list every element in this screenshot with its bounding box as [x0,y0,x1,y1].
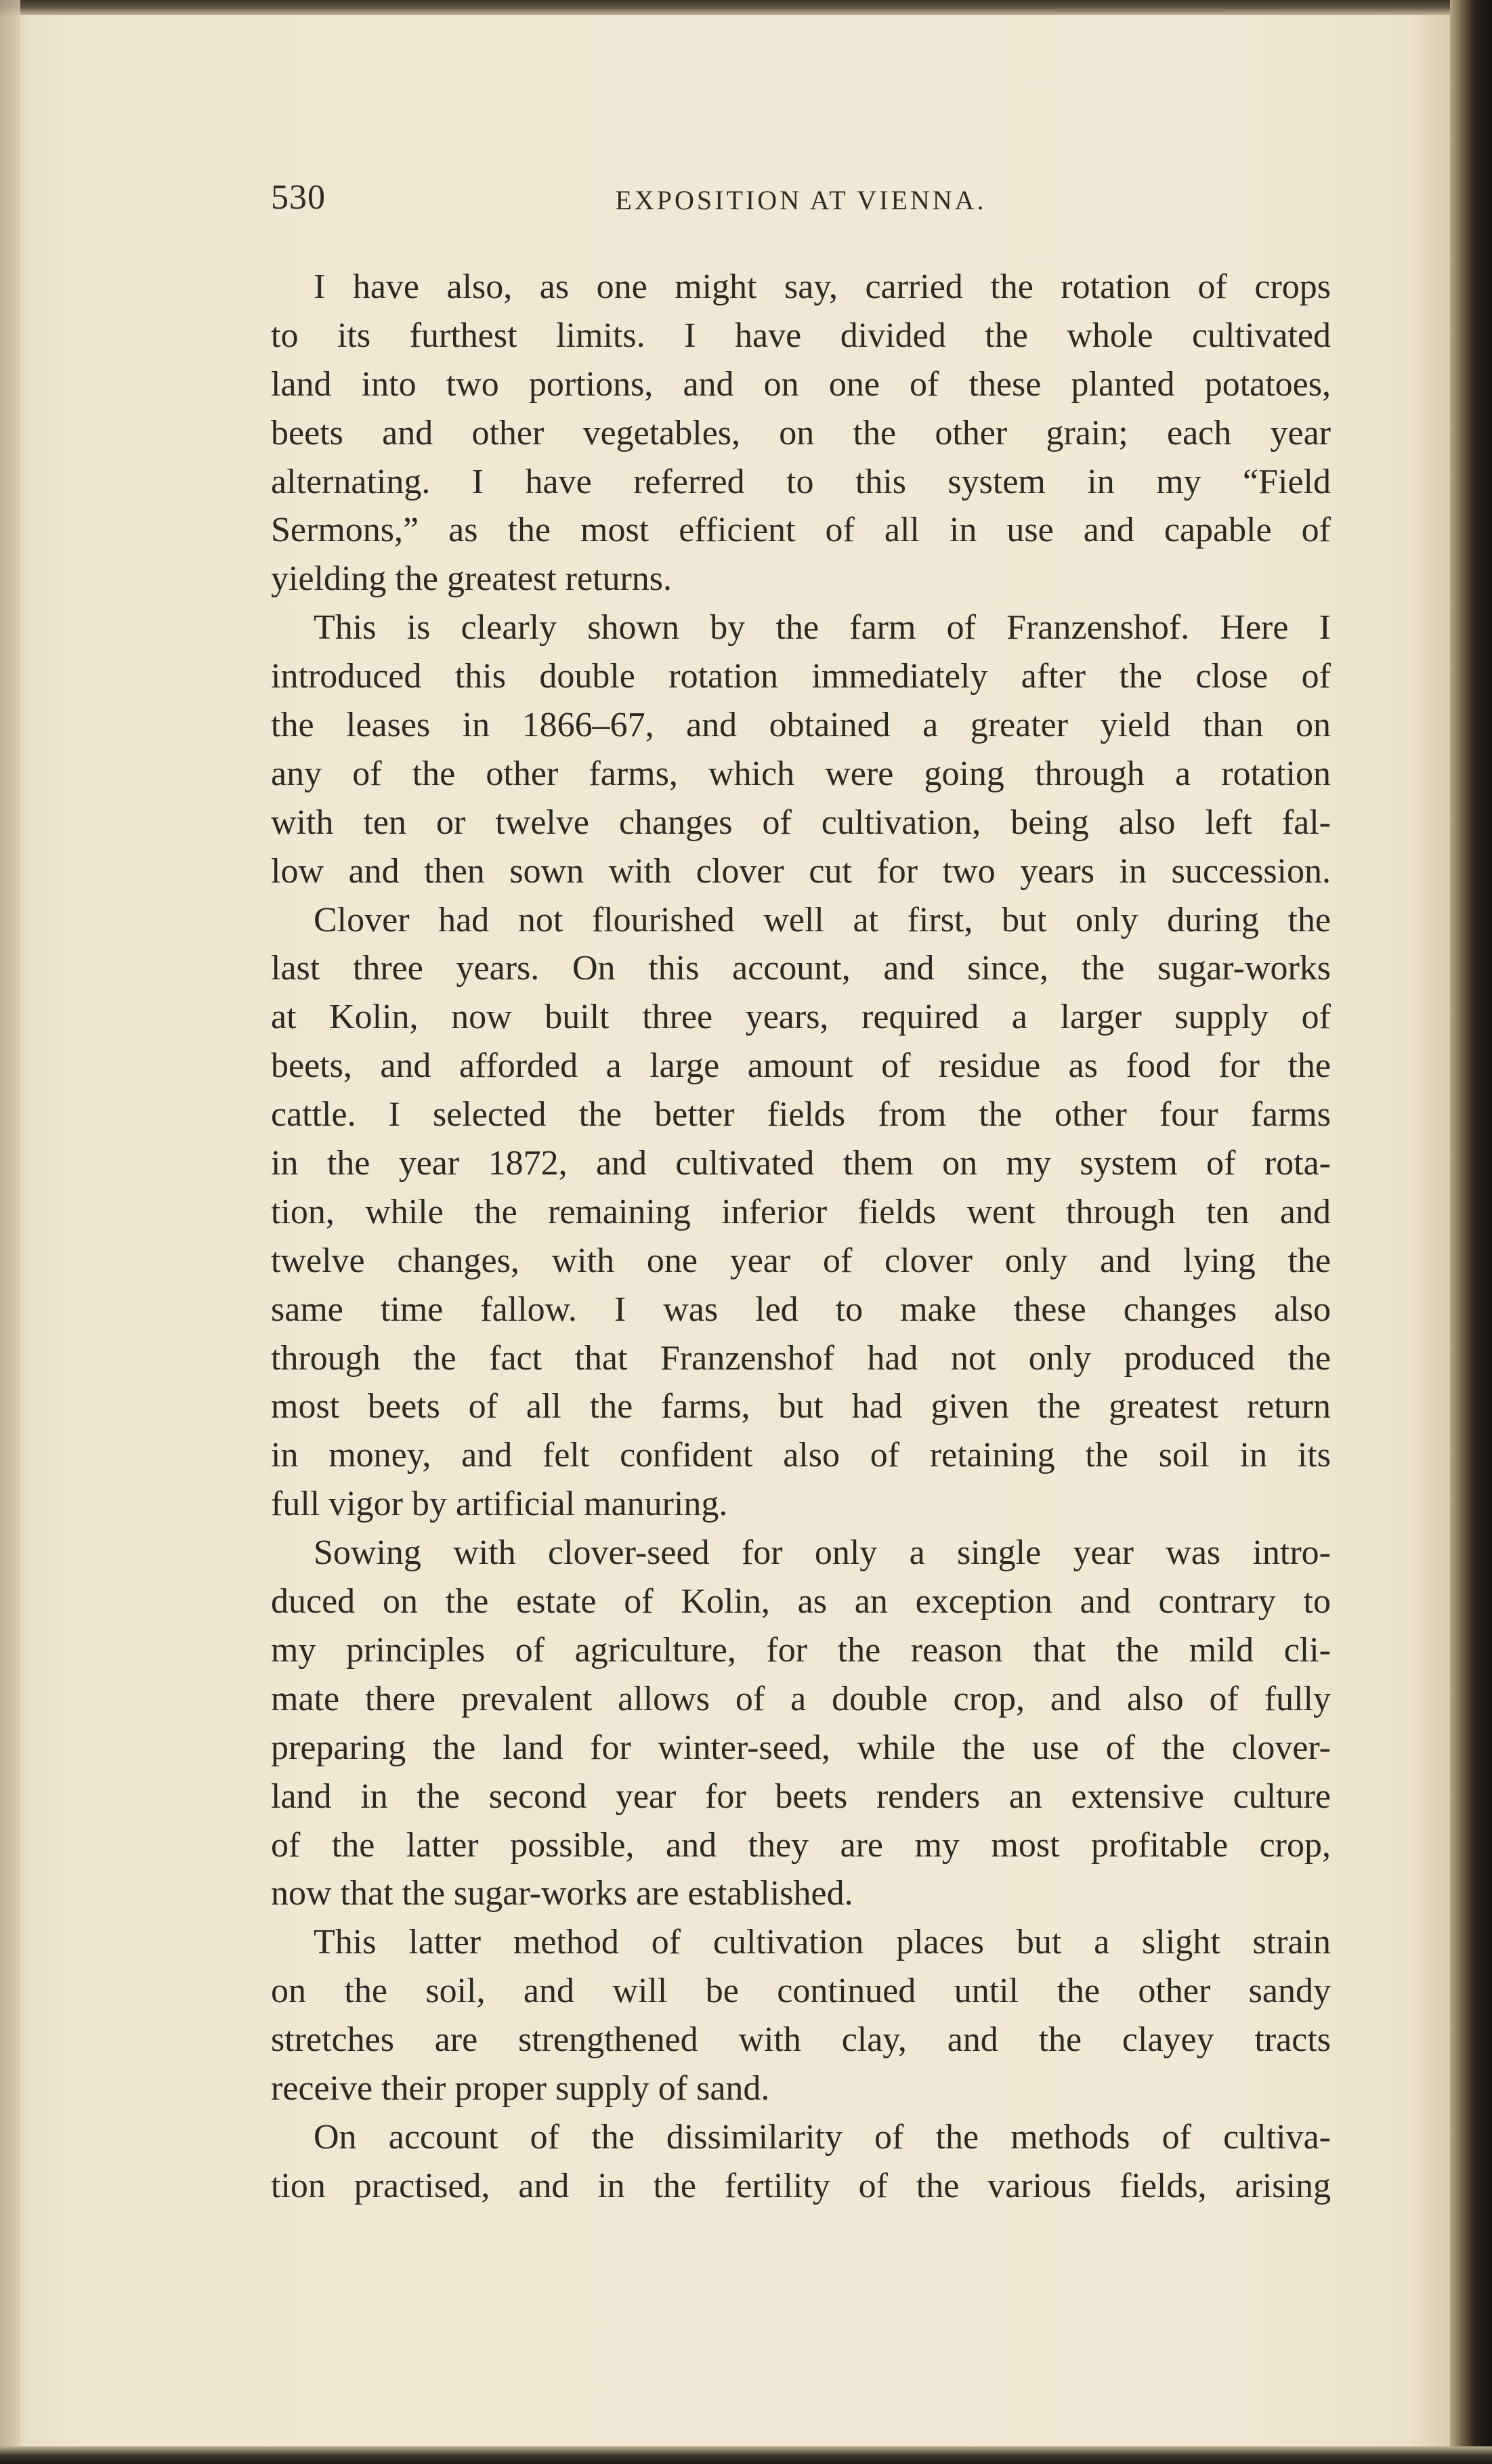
page-header [271,177,1331,225]
page-number: 530 [271,178,326,217]
text-line: Sermons,” as the most efficient of all in use and capable of [271,511,1331,550]
text-line: my principles of agriculture, for the reason that the mild cli- [271,1630,1331,1670]
text-line: at Kolin, now built three years, required a larger supply of [271,998,1331,1037]
text-line: This latter method of cultivation places but a slight strain [314,1923,1331,1962]
text-line: twelve changes, with one year of clover only and lying the [271,1241,1331,1280]
text-line: through the fact that Franzenshof had not only produced the [271,1338,1331,1378]
text-line: preparing the land for winter-seed, while the use of the clover- [271,1728,1331,1767]
text-line: land in the second year for beets renders an extensive culture [271,1777,1331,1816]
text-line: any of the other farms, which were going through a rotation [271,754,1331,793]
running-head: EXPOSITION AT VIENNA. [615,185,987,215]
body-text [271,263,1331,2211]
text-line: beets and other vegetables, on the other grain; each year [271,413,1331,452]
text-line: on the soil, and will be continued until the other sandy [271,1972,1331,2011]
text-line: introduced this double rotation immediately after the close of [271,657,1331,696]
text-line: alternating. I have referred to this system in my “Field [271,462,1331,501]
text-line: mate there prevalent allows of a double crop, and also of fully [271,1679,1331,1718]
text-line: now that the sugar-works are established. [271,1874,853,1913]
text-line: in the year 1872, and cultivated them on my system of rota- [271,1144,1331,1183]
text-line: On account of the dissimilarity of the methods of cultiva- [314,2117,1331,2157]
text-line: tion practised, and in the fertility of the various fields, arising [271,2166,1331,2205]
text-line: tion, while the remaining inferior fields went through ten and [271,1192,1331,1231]
text-line: same time fallow. I was led to make these changes also [271,1290,1331,1329]
text-line: of the latter possible, and they are my most profitable crop, [271,1825,1331,1865]
text-line: beets, and afforded a large amount of residue as food for the [271,1046,1331,1086]
text-line: cattle. I selected the better fields from the other four farms [271,1095,1331,1134]
text-line: the leases in 1866–67, and obtained a greater yield than on [271,706,1331,745]
text-line: yielding the greatest returns. [271,559,673,599]
text-line: in money, and felt confident also of retaining the soil in its [271,1436,1331,1475]
text-line: receive their proper supply of sand. [271,2068,770,2108]
page-gutter-shadow [0,0,20,2464]
book-fore-edge [1450,0,1492,2464]
text-line: I have also, as one might say, carried the rotation of crops [314,268,1331,306]
text-line: Clover had not flourished well at first, but only during the [314,900,1331,939]
text-line: full vigor by artificial manuring. [271,1485,728,1524]
text-line: duced on the estate of Kolin, as an exception and contrary to [271,1582,1331,1621]
text-line: This is clearly shown by the farm of Franzenshof. Here I [314,608,1331,647]
text-line: to its furthest limits. I have divided the whole cultivated [271,316,1331,355]
text-line: low and then sown with clover cut for two years in succession. [271,851,1331,891]
text-line: with ten or twelve changes of cultivation, being also left fal- [271,803,1331,842]
text-line: land into two portions, and on one of these planted potatoes, [271,364,1331,404]
text-line: most beets of all the farms, but had given the greatest return [271,1387,1331,1426]
page-bottom-edge [0,2446,1492,2464]
text-line: stretches are strengthened with clay, and the clayey tracts [271,2020,1331,2060]
text-line: last three years. On this account, and since, the sugar-works [271,949,1331,988]
page-top-edge [0,0,1492,15]
text-line: Sowing with clover-seed for only a single year was intro- [314,1533,1331,1573]
